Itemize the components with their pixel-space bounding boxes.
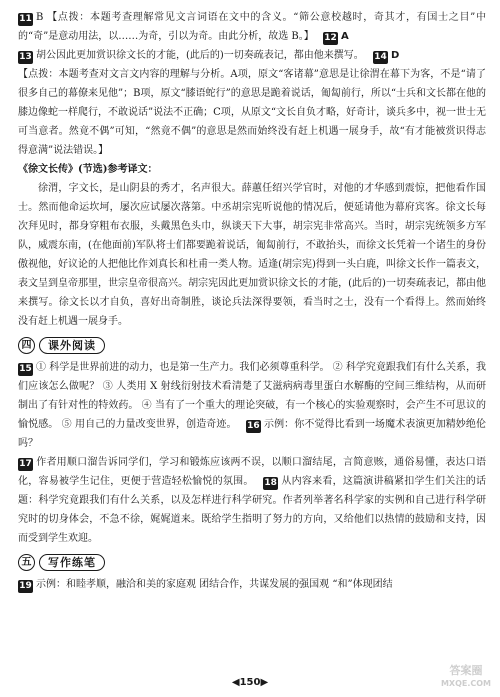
- translation-body: 徐渭，字文长，是山阴县的秀才，名声很大。薛蕙任绍兴学官时，对他的才华感到震惊，把他看作国士。然而他命运坎坷，屡次应试屡次落第。中丞胡宗宪听说他的情况后，便延请他为幕府宾客。徐文长每次拜见时，都身穿粗布衣服，头戴黑色头巾，纵谈天下大事，胡宗宪非常高兴。当时，胡宗宪统领多方军队，威震东南，(在他面前)军队将士们都要跪着说话，匍匐前行，不敢抬头，而徐文长凭着一个诸生的身份傲视他，好议论的人把他比作刘真长和杜甫一类人物。适逢(胡宗宪)得到一头白鹿，叫徐文长作一篇表文，表文呈到皇帝那里，世宗皇帝很高兴。胡宗宪因此更加赏识徐文长的才能，(此后的)一切奏疏表记，都由他来撰写。徐文长以才自负，喜好出奇制胜，谈论兵法深得要领，看当时之士，没有一个看得上。然而始终没有赶上机遇一展身手。: [18, 183, 486, 327]
- section-4-number: 四: [18, 337, 35, 354]
- question-number-19: 19: [19, 581, 32, 591]
- question-number-18: 18: [264, 478, 277, 488]
- question-number-13: 13: [19, 52, 32, 62]
- answer-17-text: 作者用顺口溜告诉同学们，学习和锻炼应该两不误，以顺口溜结尾，言简意赅，通俗易懂，表达口语化，容易被学生记住，更便于营造轻松愉悦的氛围。: [18, 457, 486, 487]
- watermark-line-1: 答案圈: [449, 664, 483, 677]
- question-number-16: 16: [247, 421, 260, 431]
- answer-15: [18, 358, 486, 453]
- question-number-15: 15: [19, 364, 32, 374]
- section-4-header: [18, 337, 486, 354]
- answer-16-text: 示例：你不觉得比看到一场魔术表演更加精妙绝伦吗？: [18, 419, 487, 449]
- question-number-14: 14: [374, 52, 387, 62]
- watermark-line-2: MXQE.COM: [440, 679, 492, 688]
- page-number: ◀150▶: [231, 677, 269, 688]
- answer-13-text: 胡公因此更加赏识徐文长的才能，(此后的)一切奏疏表记，都由他来撰写。: [36, 50, 364, 61]
- section-5-number: 五: [18, 554, 35, 571]
- question-number-17: 17: [19, 459, 32, 469]
- section-5-title: 写作练笔: [39, 554, 105, 571]
- answer-15-text: ① 科学是世界前进的动力，也是第一生产力。我们必须尊重科学。 ② 科学究竟跟我们有什么关系，我们应该怎么做呢？ ③ 人类用 X 射线衍射技术看清楚了艾滋病病毒里蛋白水解酶的空间三维结构，从而研制出了有针对性的特效药。 ④ 当有了一个重大的理论突破，有一个核心的实验观察时，会产生不可思议的愉悦感。 ⑤ 用自己的力量改变世界，创造奇迹。: [18, 362, 486, 430]
- watermark-logo: [438, 664, 494, 694]
- answer-13: [18, 46, 486, 65]
- question-number-12: 12: [324, 33, 337, 43]
- answer-18-text: 从内容来看，这篇演讲稿紧扣学生们关注的话题：科学究竟跟我们有什么关系，以及怎样进行科学研究。作者列举著名科学家的实例和自己进行科学研究时的切身体会，不急不徐，娓娓道来。既给学生指明了努力的方向，又给他们以热情的鼓励和支持，因而受到学生欢迎。: [18, 476, 487, 544]
- answer-11-text: B 【点拨：本题考查理解常见文言词语在文中的含义。“筛公意校越时，奇其才，有国士之目”中的“奇”是意动用法，以……为奇，引以为奇。由此分析，故选 B。】: [18, 12, 486, 42]
- translation-title: 《徐文长传》(节选)参考译文：: [18, 164, 158, 175]
- page-number-text: 150: [239, 677, 261, 688]
- question-number-11: 11: [19, 14, 32, 24]
- answer-19: [18, 575, 486, 594]
- answer-14-text: D: [391, 50, 400, 61]
- answer-11: [18, 8, 486, 46]
- section-4-title: 课外阅读: [39, 337, 105, 354]
- answer-19-text: 示例：和睦孝顺，融洽和美的家庭观 团结合作，共谋发展的强国观 “和”体现团结: [36, 579, 393, 590]
- answer-12-text: A: [340, 31, 349, 42]
- answer-14-note: 【点拨：本题考查对文言文内容的理解与分析。A项，原文“客诸幕”意思是让徐渭在幕下为客，不是“请了很多自己的幕僚来见他”；B项，原文“膝语蛇行”的意思是跪着说话，匍匐前行，所以“士兵和文长都在他的膝边像蛇一样爬行，不敢说话”说法不正确；C项，从原文“文长自负才略，好奇计，谈兵多中，视一世士无可当意者。然竟不偶”可知，“然竟不偶”的意思是然而始终没有赶上机遇一展身手，故“有才能被赏识得志得意满”说法错误。】: [18, 69, 486, 156]
- answer-17: [18, 453, 486, 548]
- section-5-header: [18, 554, 486, 571]
